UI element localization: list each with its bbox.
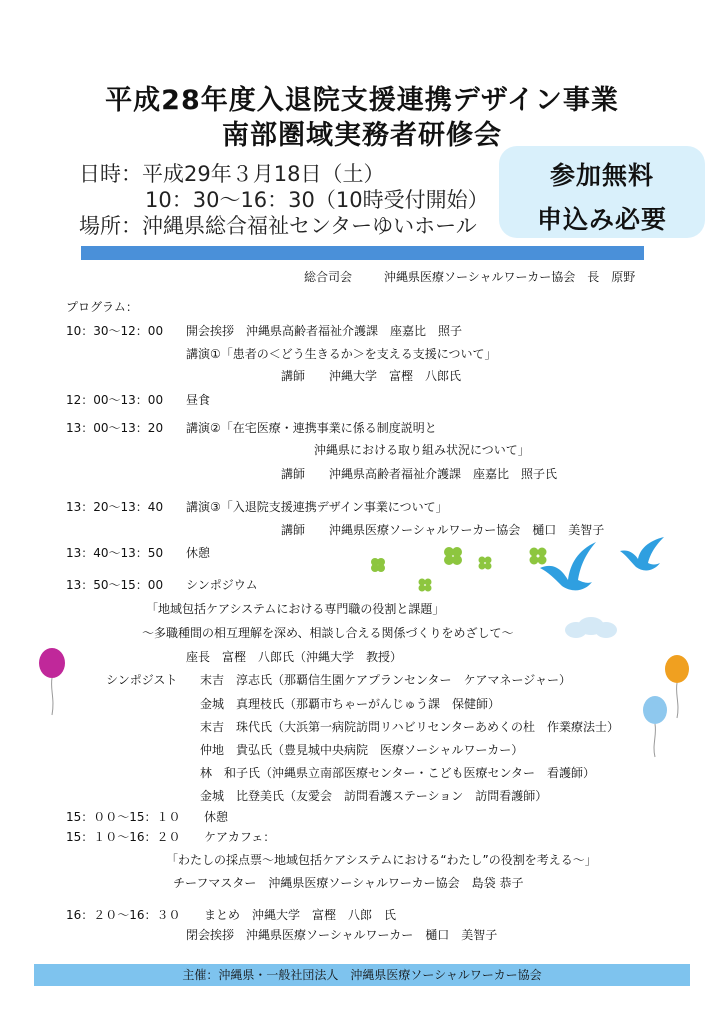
care-cafe-theme: 「わたしの採点票～地域包括ケアシステムにおける“わたし”の役割を考える～」 xyxy=(166,853,597,867)
session-title: まとめ 沖縄大学 富樫 八郎 氏 xyxy=(204,908,397,922)
lecture-title: 講演①「患者の＜どう生きるか＞を支える支援について」 xyxy=(186,347,497,361)
lecture-title-cont: 沖縄県における取り組み状況について」 xyxy=(314,443,530,457)
event-date: 日時：平成29年３月18日（土） xyxy=(79,162,385,186)
lecture-title: 講演②「在宅医療・連携事業に係る制度説明と xyxy=(186,421,437,435)
clover-icon xyxy=(370,557,386,573)
lecturer: 講師 沖縄県高齢者福祉介護課 座嘉比 照子氏 xyxy=(281,467,558,481)
clover-icon xyxy=(443,546,463,566)
balloon-icon xyxy=(36,647,68,717)
panelist: 林 和子氏（沖縄県立南部医療センター・こども医療センター 看護師） xyxy=(200,766,596,780)
session-time: 15：００～15：１０ xyxy=(66,810,181,824)
panelist: 仲地 貴弘氏（豊見城中央病院 医療ソーシャルワーカー） xyxy=(200,743,524,757)
session-time: 13：50～15：00 xyxy=(66,578,164,592)
header-divider-bar xyxy=(81,246,644,260)
panelist: 末吉 珠代氏（大浜第一病院訪問リハビリセンターあめくの杜 作業療法士） xyxy=(200,720,620,734)
free-label: 参加無料 xyxy=(549,161,654,190)
mc-person: 沖縄県医療ソーシャルワーカー協会 長 原野 xyxy=(384,270,636,284)
lecturer: 講師 沖縄大学 富樫 八郎氏 xyxy=(281,369,462,383)
balloon-icon xyxy=(640,695,670,759)
bird-icon xyxy=(538,540,598,596)
program-label: プログラム： xyxy=(66,300,138,314)
moderator: 座長 富樫 八郎氏（沖縄大学 教授） xyxy=(186,650,403,664)
clover-icon xyxy=(529,547,547,565)
session-title: ケアカフェ： xyxy=(204,830,276,844)
clover-icon xyxy=(478,556,492,570)
panelist: 金城 真理枝氏（那覇市ちゃーがんじゅう課 保健師） xyxy=(200,697,501,711)
cloud-icon xyxy=(564,616,618,640)
free-registration-badge xyxy=(499,146,705,238)
symposium-theme: 「地域包括ケアシステムにおける専門職の役割と課題」 xyxy=(146,602,445,616)
event-time: 10：30～16：30（10時受付開始） xyxy=(145,188,489,212)
lecture-title: 講演③「入退院支援連携デザイン事業について」 xyxy=(186,500,448,514)
chief-master: チーフマスター 沖縄県医療ソーシャルワーカー協会 島袋 恭子 xyxy=(173,876,524,890)
session-time: 15：１０～16：２０ xyxy=(66,830,181,844)
symposium-subtitle: ～多職種間の相互理解を深め、相談し合える関係づくりをめざして～ xyxy=(142,626,514,640)
session-title: 休憩 xyxy=(204,810,229,824)
event-title-line1: 平成28年度入退院支援連携デザイン事業 xyxy=(105,85,619,116)
mc-role: 総合司会 xyxy=(304,270,353,284)
session-time: 13：00～13：20 xyxy=(66,421,164,435)
panelist: 末吉 淳志氏（那覇信生園ケアプランセンター ケアマネージャー） xyxy=(200,673,572,687)
bird-icon xyxy=(618,535,666,577)
panelist: 金城 比登美氏（友愛会 訪問看護ステーション 訪問看護師） xyxy=(200,789,548,803)
event-title-line2: 南部圏域実務者研修会 xyxy=(222,120,502,151)
clover-icon xyxy=(418,578,432,592)
session-title: 昼食 xyxy=(186,393,211,407)
closing-remarks: 閉会挨拶 沖縄県医療ソーシャルワーカー 樋口 美智子 xyxy=(186,928,498,942)
event-place: 場所：沖縄県総合福祉センターゆいホール xyxy=(79,214,477,238)
lecturer: 講師 沖縄県医療ソーシャルワーカー協会 樋口 美智子 xyxy=(281,523,605,537)
session-title: 開会挨拶 沖縄県高齢者福祉介護課 座嘉比 照子 xyxy=(186,324,463,338)
session-time: 13：20～13：40 xyxy=(66,500,164,514)
organizer-bar xyxy=(34,964,690,986)
session-title: 休憩 xyxy=(186,546,211,560)
registration-required-label: 申込み必要 xyxy=(536,205,667,234)
panelist-label: シンポジスト xyxy=(106,673,178,687)
session-time: 16：２０～16：３０ xyxy=(66,908,181,922)
session-time: 10：30～12：00 xyxy=(66,324,164,338)
session-time: 12：00～13：00 xyxy=(66,393,164,407)
organizer-text: 主催：沖縄県・一般社団法人 沖縄県医療ソーシャルワーカー協会 xyxy=(182,968,542,982)
session-time: 13：40～13：50 xyxy=(66,546,164,560)
session-title: シンポジウム xyxy=(186,578,258,592)
